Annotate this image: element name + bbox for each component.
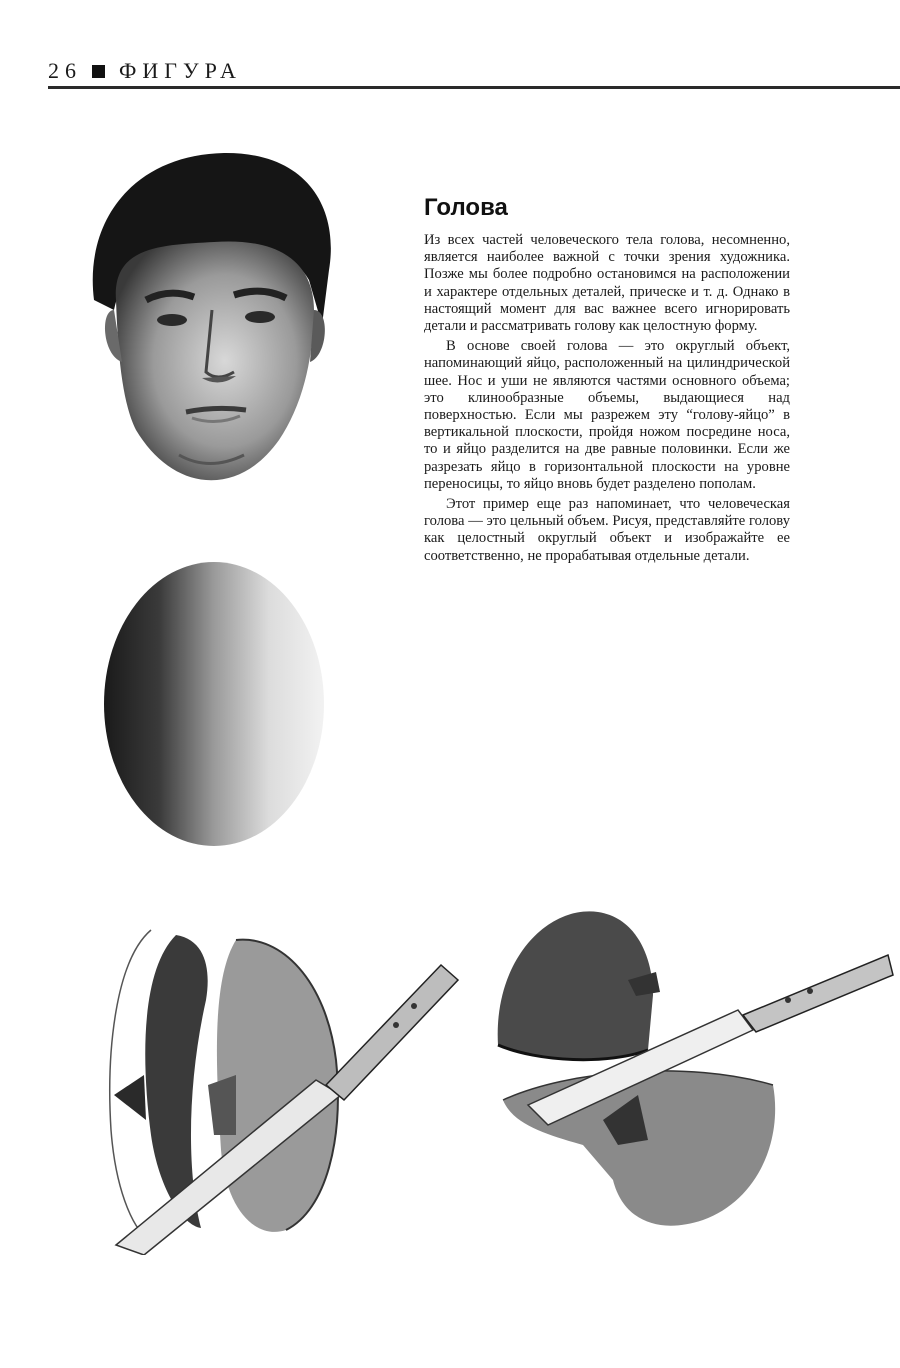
header-rule <box>48 86 900 89</box>
paragraph: Из всех частей человеческого тела голова, несомненно, является наиболее важной с точки зрения художника. Позже мы более подробно остановимся на расположении и характере отдельных деталей, прическе и т. д. Однако в настоящий момент для вас важнее всего игнорировать детали и рассматривать голову как целостную форму. <box>424 232 790 335</box>
horizontal-cut-sketch <box>488 900 900 1235</box>
chapter-title: ФИГУРА <box>119 58 242 83</box>
section-title: Голова <box>424 194 508 221</box>
running-head <box>48 58 242 84</box>
square-bullet-icon <box>92 65 105 78</box>
article-body <box>424 232 790 568</box>
egg-photo <box>100 558 336 858</box>
paragraph: В основе своей голова — это округлый объект, напоминающий яйцо, расположенный на цилиндрической шее. Нос и уши не являются частями основного объема; это клинообразные объемы, выдающиеся над поверхностью. Если мы разрежем эту “голову-яйцо” в вертикальной плоскости, пройдя ножом посредине носа, то и яйцо разделится на две равные половинки. Если же разрезать яйцо в горизонтальной плоскости на уровне переносицы, то яйцо вновь будет разделено пополам. <box>424 338 790 492</box>
paragraph: Этот пример еще раз напоминает, что человеческая голова — это цельный объем. Рисуя, представляйте голову как целостный округлый объект и изображайте ее соответственно, не прорабатывая отдельные детали. <box>424 496 790 564</box>
page-number: 26 <box>48 58 82 83</box>
portrait-photo <box>84 150 344 490</box>
vertical-cut-sketch <box>96 910 476 1255</box>
